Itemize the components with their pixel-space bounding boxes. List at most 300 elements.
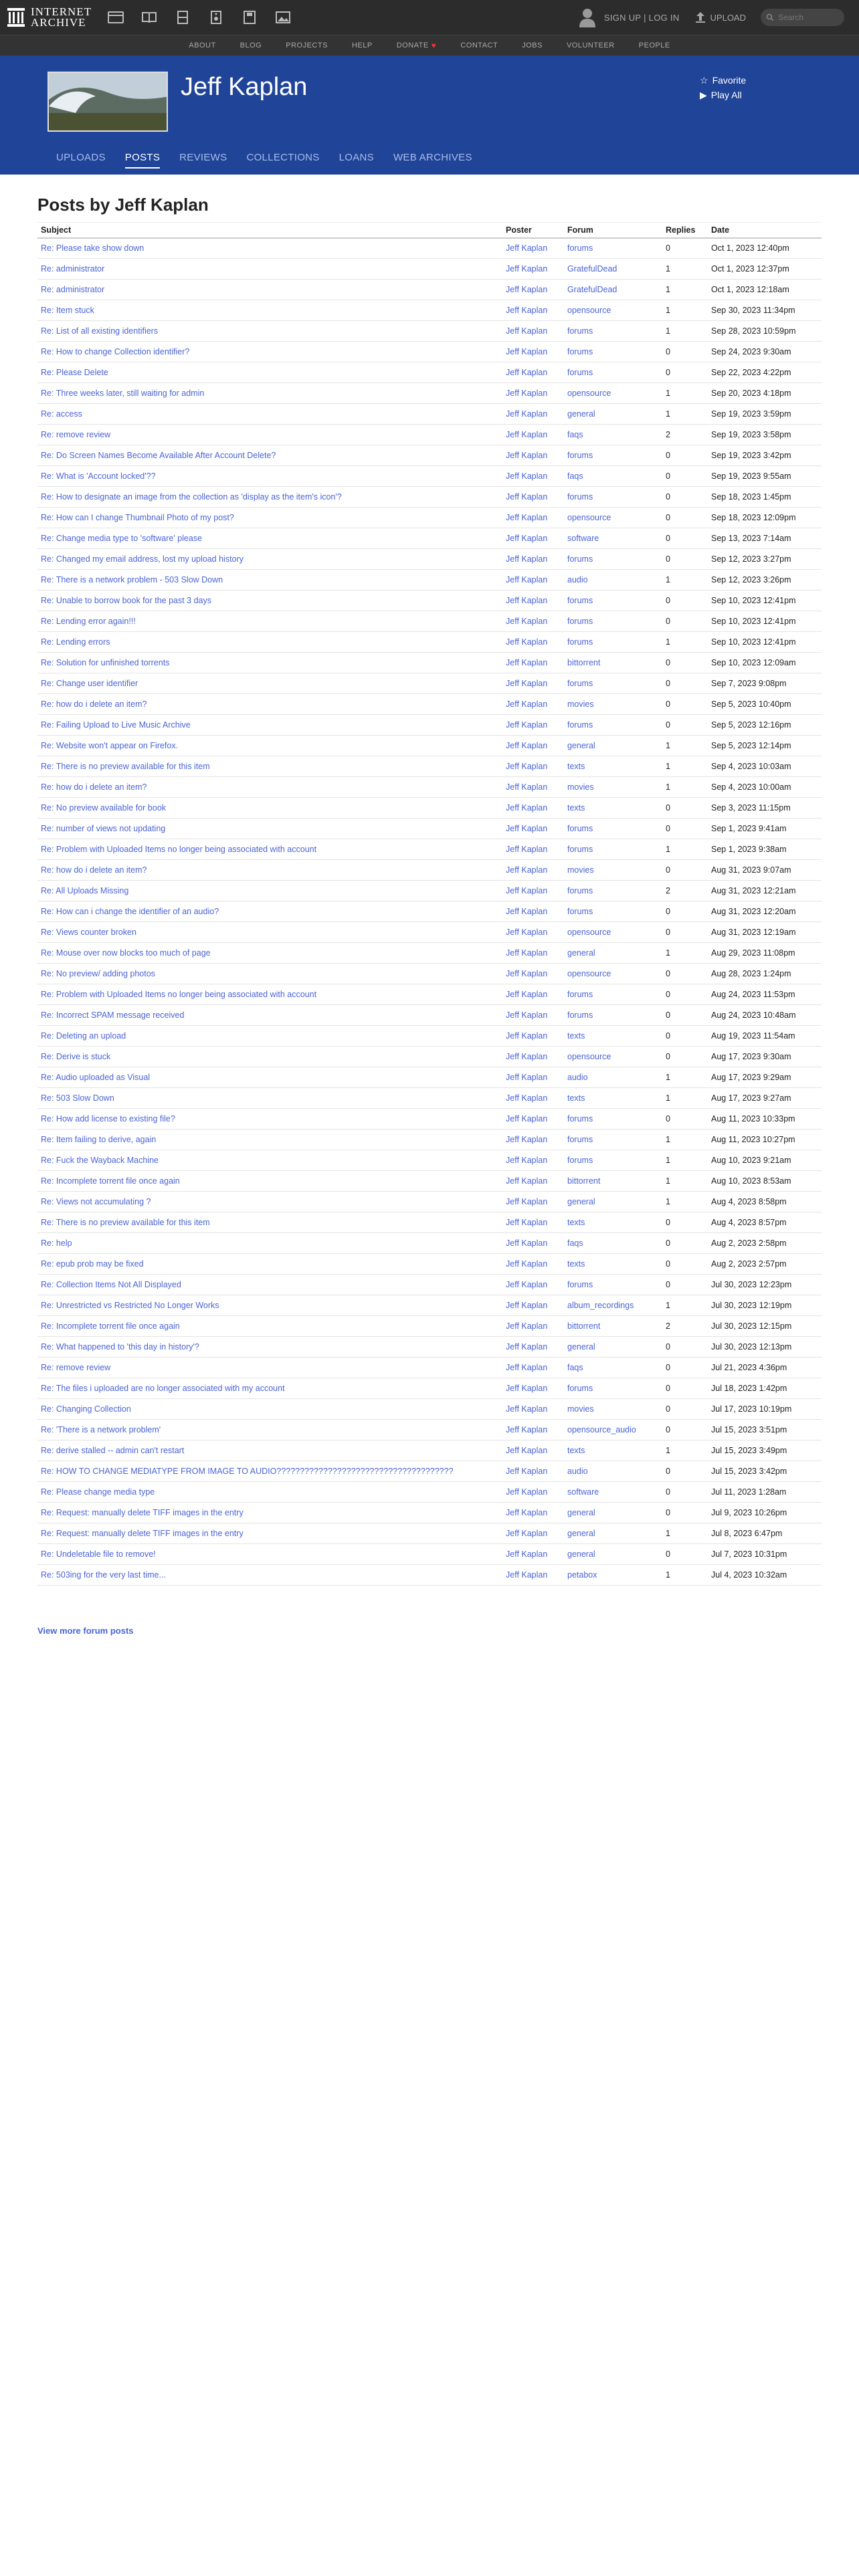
post-subject-link[interactable]: Re: Do Screen Names Become Available After Account Delete?	[41, 451, 276, 460]
post-poster-link[interactable]: Jeff Kaplan	[502, 715, 564, 736]
images-icon[interactable]	[275, 11, 291, 24]
post-poster-link[interactable]: Jeff Kaplan	[502, 1047, 564, 1067]
post-replies-count: 1	[662, 570, 708, 591]
post-subject-cell	[37, 1461, 502, 1482]
post-date: Sep 1, 2023 9:41am	[708, 819, 822, 839]
post-subject-link[interactable]: Re: List of all existing identifiers	[41, 326, 159, 336]
post-subject-link[interactable]: Re: There is no preview available for this item	[41, 1218, 210, 1227]
post-forum-link[interactable]: forums	[564, 238, 662, 259]
post-poster-link[interactable]: Jeff Kaplan	[502, 508, 564, 528]
post-forum-link[interactable]: general	[564, 1503, 662, 1523]
post-date: Sep 1, 2023 9:38am	[708, 839, 822, 860]
post-poster-link[interactable]: Jeff Kaplan	[502, 487, 564, 508]
post-poster-link[interactable]: Jeff Kaplan	[502, 611, 564, 632]
post-poster-link[interactable]: Jeff Kaplan	[502, 1337, 564, 1358]
post-poster-link[interactable]: Jeff Kaplan	[502, 280, 564, 300]
post-forum-link[interactable]: forums	[564, 984, 662, 1005]
post-forum-link[interactable]: GratefulDead	[564, 259, 662, 280]
post-subject-link[interactable]: Re: Item stuck	[41, 306, 94, 315]
post-forum-link[interactable]: album_recordings	[564, 1295, 662, 1316]
tab-collections[interactable]: COLLECTIONS	[246, 152, 320, 163]
post-subject-link[interactable]: Re: There is a network problem - 503 Slow Down	[41, 575, 223, 584]
post-subject-link[interactable]: Re: 503ing for the very last time...	[41, 1570, 166, 1580]
post-poster-link[interactable]: Jeff Kaplan	[502, 984, 564, 1005]
post-forum-link[interactable]: forums	[564, 901, 662, 922]
post-replies-count: 2	[662, 1316, 708, 1337]
post-poster-link[interactable]: Jeff Kaplan	[502, 1109, 564, 1130]
post-subject-link[interactable]: Re: Derive is stuck	[41, 1052, 111, 1061]
post-poster-link[interactable]: Jeff Kaplan	[502, 901, 564, 922]
post-forum-link[interactable]: general	[564, 1192, 662, 1212]
software-icon[interactable]	[242, 11, 258, 24]
post-subject-link[interactable]: Re: Problem with Uploaded Items no longer being associated with account	[41, 990, 317, 999]
post-forum-link[interactable]: movies	[564, 1399, 662, 1420]
star-icon: ☆	[700, 75, 708, 86]
post-forum-link[interactable]: forums	[564, 362, 662, 383]
nav-volunteer[interactable]: VOLUNTEER	[566, 41, 615, 49]
post-subject-link[interactable]: Re: How can i change the identifier of an audio?	[41, 907, 219, 916]
post-poster-link[interactable]: Jeff Kaplan	[502, 1565, 564, 1586]
post-poster-link[interactable]: Jeff Kaplan	[502, 1067, 564, 1088]
post-poster-link[interactable]: Jeff Kaplan	[502, 321, 564, 342]
table-row	[37, 694, 822, 715]
post-forum-link[interactable]: forums	[564, 673, 662, 694]
post-replies-count: 1	[662, 777, 708, 798]
post-poster-link[interactable]: Jeff Kaplan	[502, 1171, 564, 1192]
post-poster-link[interactable]: Jeff Kaplan	[502, 466, 564, 487]
post-date: Sep 19, 2023 3:58pm	[708, 425, 822, 445]
post-poster-link[interactable]: Jeff Kaplan	[502, 1358, 564, 1378]
post-forum-link[interactable]: forums	[564, 549, 662, 570]
view-more-forum-posts-link[interactable]: View more forum posts	[37, 1626, 134, 1636]
post-date: Sep 10, 2023 12:41pm	[708, 591, 822, 611]
favorite-button[interactable]	[700, 73, 746, 88]
texts-icon[interactable]	[141, 11, 157, 24]
user-avatar-icon[interactable]	[579, 7, 596, 27]
post-subject-link[interactable]: Re: The files i uploaded are no longer associated with my account	[41, 1384, 285, 1393]
post-subject-link[interactable]: Re: Views counter broken	[41, 928, 136, 937]
post-forum-link[interactable]: forums	[564, 487, 662, 508]
post-subject-cell	[37, 238, 502, 259]
post-poster-link[interactable]: Jeff Kaplan	[502, 1254, 564, 1275]
post-subject-cell	[37, 259, 502, 280]
post-poster-link[interactable]: Jeff Kaplan	[502, 1088, 564, 1109]
audio-icon[interactable]	[208, 11, 224, 24]
post-poster-link[interactable]: Jeff Kaplan	[502, 673, 564, 694]
table-row	[37, 922, 822, 943]
post-forum-link[interactable]: movies	[564, 860, 662, 881]
post-date: Jul 8, 2023 6:47pm	[708, 1523, 822, 1544]
post-subject-link[interactable]: Re: Audio uploaded as Visual	[41, 1073, 151, 1082]
table-row	[37, 280, 822, 300]
post-forum-link[interactable]: forums	[564, 1378, 662, 1399]
post-subject-link[interactable]: Re: derive stalled -- admin can't restart	[41, 1446, 185, 1455]
post-forum-link[interactable]: forums	[564, 1109, 662, 1130]
tab-posts[interactable]: POSTS	[125, 152, 160, 169]
nav-help[interactable]: HELP	[351, 41, 373, 49]
nav-about[interactable]: ABOUT	[189, 41, 216, 49]
post-forum-link[interactable]: bittorrent	[564, 653, 662, 673]
post-forum-link[interactable]: opensource_audio	[564, 1420, 662, 1440]
post-subject-cell	[37, 901, 502, 922]
post-subject-cell	[37, 1523, 502, 1544]
post-subject-link[interactable]: Re: Changed my email address, lost my upload history	[41, 554, 244, 564]
post-subject-link[interactable]: Re: Collection Items Not All Displayed	[41, 1280, 181, 1289]
post-poster-link[interactable]: Jeff Kaplan	[502, 259, 564, 280]
post-subject-link[interactable]: Re: Website won't appear on Firefox.	[41, 741, 179, 750]
post-subject-link[interactable]: Re: How to designate an image from the collection as 'display as the item's icon'?	[41, 492, 342, 502]
post-poster-link[interactable]: Jeff Kaplan	[502, 943, 564, 964]
post-date: Aug 31, 2023 9:07am	[708, 860, 822, 881]
internet-archive-logo[interactable]	[7, 7, 92, 28]
post-subject-link[interactable]: Re: access	[41, 409, 82, 419]
post-forum-link[interactable]: opensource	[564, 383, 662, 404]
post-subject-link[interactable]: Re: Three weeks later, still waiting for admin	[41, 389, 205, 398]
post-poster-link[interactable]: Jeff Kaplan	[502, 1544, 564, 1565]
post-forum-link[interactable]: movies	[564, 777, 662, 798]
post-poster-link[interactable]: Jeff Kaplan	[502, 1378, 564, 1399]
post-forum-link[interactable]: forums	[564, 839, 662, 860]
post-poster-link[interactable]: Jeff Kaplan	[502, 839, 564, 860]
post-forum-link[interactable]: bittorrent	[564, 1171, 662, 1192]
profile-header	[0, 56, 859, 175]
table-row	[37, 653, 822, 673]
post-poster-link[interactable]: Jeff Kaplan	[502, 1316, 564, 1337]
post-subject-link[interactable]: Re: number of views not updating	[41, 824, 166, 833]
post-poster-link[interactable]: Jeff Kaplan	[502, 756, 564, 777]
post-forum-link[interactable]: audio	[564, 1461, 662, 1482]
post-forum-link[interactable]: bittorrent	[564, 1316, 662, 1337]
tab-uploads[interactable]: UPLOADS	[56, 152, 106, 163]
post-subject-link[interactable]: Re: Item failing to derive, again	[41, 1135, 157, 1144]
post-forum-link[interactable]: texts	[564, 1440, 662, 1461]
upload-button[interactable]	[694, 11, 746, 23]
post-forum-link[interactable]: texts	[564, 1026, 662, 1047]
post-forum-link[interactable]: GratefulDead	[564, 280, 662, 300]
post-replies-count: 1	[662, 1192, 708, 1212]
post-date: Oct 1, 2023 12:37pm	[708, 259, 822, 280]
tab-reviews[interactable]: REVIEWS	[179, 152, 227, 163]
archive-building-icon	[7, 7, 25, 27]
post-subject-cell	[37, 860, 502, 881]
post-subject-link[interactable]: Re: Fuck the Wayback Machine	[41, 1156, 159, 1165]
post-poster-link[interactable]: Jeff Kaplan	[502, 1399, 564, 1420]
table-row	[37, 1047, 822, 1067]
post-subject-link[interactable]: Re: how do i delete an item?	[41, 782, 147, 792]
post-poster-link[interactable]: Jeff Kaplan	[502, 1295, 564, 1316]
post-subject-cell	[37, 1233, 502, 1254]
post-subject-cell	[37, 1150, 502, 1171]
column-header-date: Date	[708, 223, 822, 238]
post-subject-link[interactable]: Re: Lending error again!!!	[41, 617, 136, 626]
post-poster-link[interactable]: Jeff Kaplan	[502, 653, 564, 673]
post-subject-cell	[37, 673, 502, 694]
post-forum-link[interactable]: opensource	[564, 1047, 662, 1067]
post-date: Aug 17, 2023 9:27am	[708, 1088, 822, 1109]
search-icon	[766, 13, 774, 21]
post-forum-link[interactable]: forums	[564, 819, 662, 839]
post-poster-link[interactable]: Jeff Kaplan	[502, 425, 564, 445]
profile-avatar	[47, 72, 168, 132]
post-poster-link[interactable]: Jeff Kaplan	[502, 342, 564, 362]
nav-donate[interactable]	[397, 41, 437, 50]
post-forum-link[interactable]: general	[564, 1523, 662, 1544]
post-forum-link[interactable]: texts	[564, 1212, 662, 1233]
post-subject-cell	[37, 425, 502, 445]
post-forum-link[interactable]: forums	[564, 321, 662, 342]
post-subject-link[interactable]: Re: Views not accumulating ?	[41, 1197, 151, 1206]
table-row	[37, 238, 822, 259]
post-poster-link[interactable]: Jeff Kaplan	[502, 777, 564, 798]
post-date: Jul 21, 2023 4:36pm	[708, 1358, 822, 1378]
post-forum-link[interactable]: general	[564, 1337, 662, 1358]
post-subject-link[interactable]: Re: Changing Collection	[41, 1404, 131, 1414]
post-subject-cell	[37, 715, 502, 736]
post-poster-link[interactable]: Jeff Kaplan	[502, 1150, 564, 1171]
post-subject-link[interactable]: Re: Request: manually delete TIFF images in the entry	[41, 1508, 244, 1517]
post-forum-link[interactable]: texts	[564, 798, 662, 819]
post-poster-link[interactable]: Jeff Kaplan	[502, 1192, 564, 1212]
post-poster-link[interactable]: Jeff Kaplan	[502, 632, 564, 653]
table-row	[37, 425, 822, 445]
post-forum-link[interactable]: general	[564, 943, 662, 964]
table-row	[37, 1005, 822, 1026]
post-poster-link[interactable]: Jeff Kaplan	[502, 1026, 564, 1047]
post-subject-link[interactable]: Re: HOW TO CHANGE MEDIATYPE FROM IMAGE TO AUDIO??????????????????????????????????????	[41, 1467, 454, 1476]
post-poster-link[interactable]: Jeff Kaplan	[502, 528, 564, 549]
post-subject-link[interactable]: Re: Change media type to 'software' please	[41, 534, 203, 543]
table-row	[37, 362, 822, 383]
post-date: Aug 17, 2023 9:30am	[708, 1047, 822, 1067]
post-forum-link[interactable]: forums	[564, 611, 662, 632]
post-forum-link[interactable]: software	[564, 1482, 662, 1503]
post-poster-link[interactable]: Jeff Kaplan	[502, 922, 564, 943]
post-subject-cell	[37, 632, 502, 653]
post-forum-link[interactable]: faqs	[564, 1233, 662, 1254]
post-poster-link[interactable]: Jeff Kaplan	[502, 1482, 564, 1503]
post-subject-link[interactable]: Re: What is 'Account locked'??	[41, 471, 156, 481]
post-subject-link[interactable]: Re: Please Delete	[41, 368, 108, 377]
nav-contact[interactable]: CONTACT	[460, 41, 498, 49]
post-date: Aug 31, 2023 12:21am	[708, 881, 822, 901]
post-subject-cell	[37, 1503, 502, 1523]
post-forum-link[interactable]: general	[564, 1544, 662, 1565]
post-date: Jul 15, 2023 3:49pm	[708, 1440, 822, 1461]
post-date: Sep 20, 2023 4:18pm	[708, 383, 822, 404]
post-poster-link[interactable]: Jeff Kaplan	[502, 736, 564, 756]
post-forum-link[interactable]: texts	[564, 1088, 662, 1109]
post-subject-link[interactable]: Re: Unrestricted vs Restricted No Longer Works	[41, 1301, 219, 1310]
post-poster-link[interactable]: Jeff Kaplan	[502, 570, 564, 591]
table-row	[37, 1316, 822, 1337]
post-forum-link[interactable]: opensource	[564, 922, 662, 943]
post-forum-link[interactable]: general	[564, 736, 662, 756]
post-forum-link[interactable]: forums	[564, 1005, 662, 1026]
post-replies-count: 0	[662, 1503, 708, 1523]
web-icon[interactable]	[108, 11, 124, 24]
post-replies-count: 2	[662, 881, 708, 901]
nav-projects[interactable]: PROJECTS	[286, 41, 328, 49]
nav-jobs[interactable]: JOBS	[522, 41, 543, 49]
post-forum-link[interactable]: texts	[564, 1254, 662, 1275]
post-subject-link[interactable]: Re: No preview available for book	[41, 803, 166, 813]
logo-text	[31, 7, 92, 28]
tab-web-archives[interactable]: WEB ARCHIVES	[393, 152, 472, 163]
post-poster-link[interactable]: Jeff Kaplan	[502, 1212, 564, 1233]
table-row	[37, 1088, 822, 1109]
post-forum-link[interactable]: opensource	[564, 964, 662, 984]
post-poster-link[interactable]: Jeff Kaplan	[502, 549, 564, 570]
post-poster-link[interactable]: Jeff Kaplan	[502, 1503, 564, 1523]
play-all-label: Play All	[710, 90, 742, 100]
post-forum-link[interactable]: audio	[564, 570, 662, 591]
post-subject-link[interactable]: Re: remove review	[41, 1363, 111, 1372]
post-subject-cell	[37, 881, 502, 901]
post-forum-link[interactable]: audio	[564, 1067, 662, 1088]
post-replies-count: 2	[662, 425, 708, 445]
post-replies-count: 0	[662, 1212, 708, 1233]
post-forum-link[interactable]: faqs	[564, 425, 662, 445]
post-poster-link[interactable]: Jeff Kaplan	[502, 1275, 564, 1295]
post-subject-link[interactable]: Re: Solution for unfinished torrents	[41, 658, 170, 667]
post-poster-link[interactable]: Jeff Kaplan	[502, 1130, 564, 1150]
post-subject-link[interactable]: Re: Unable to borrow book for the past 3 days	[41, 596, 212, 605]
post-forum-link[interactable]: forums	[564, 715, 662, 736]
post-date: Jul 15, 2023 3:42pm	[708, 1461, 822, 1482]
post-forum-link[interactable]: petabox	[564, 1565, 662, 1586]
post-poster-link[interactable]: Jeff Kaplan	[502, 798, 564, 819]
post-subject-link[interactable]: Re: How to change Collection identifier?	[41, 347, 190, 356]
post-subject-link[interactable]: Re: 503 Slow Down	[41, 1093, 114, 1103]
post-replies-count: 1	[662, 736, 708, 756]
post-subject-link[interactable]: Re: Mouse over now blocks too much of page	[41, 948, 211, 958]
post-replies-count: 0	[662, 1254, 708, 1275]
video-icon[interactable]	[175, 11, 191, 24]
post-forum-link[interactable]: forums	[564, 1150, 662, 1171]
post-replies-count: 0	[662, 653, 708, 673]
post-subject-link[interactable]: Re: Please change media type	[41, 1487, 155, 1497]
post-date: Sep 3, 2023 11:15pm	[708, 798, 822, 819]
post-forum-link[interactable]: faqs	[564, 1358, 662, 1378]
post-forum-link[interactable]: opensource	[564, 300, 662, 321]
post-date: Aug 4, 2023 8:58pm	[708, 1192, 822, 1212]
nav-people[interactable]: PEOPLE	[638, 41, 670, 49]
post-subject-cell	[37, 549, 502, 570]
post-subject-link[interactable]: Re: epub prob may be fixed	[41, 1259, 144, 1269]
post-subject-link[interactable]: Re: administrator	[41, 264, 105, 274]
post-date: Aug 2, 2023 2:57pm	[708, 1254, 822, 1275]
post-subject-link[interactable]: Re: Incorrect SPAM message received	[41, 1010, 185, 1020]
post-subject-link[interactable]: Re: Lending errors	[41, 637, 110, 647]
post-subject-link[interactable]: Re: Deleting an upload	[41, 1031, 126, 1041]
post-subject-link[interactable]: Re: how do i delete an item?	[41, 865, 147, 875]
post-subject-link[interactable]: Re: How can I change Thumbnail Photo of my post?	[41, 513, 234, 522]
post-subject-link[interactable]: Re: How add license to existing file?	[41, 1114, 175, 1123]
post-poster-link[interactable]: Jeff Kaplan	[502, 881, 564, 901]
post-poster-link[interactable]: Jeff Kaplan	[502, 1005, 564, 1026]
post-poster-link[interactable]: Jeff Kaplan	[502, 1420, 564, 1440]
post-forum-link[interactable]: texts	[564, 756, 662, 777]
post-poster-link[interactable]: Jeff Kaplan	[502, 1233, 564, 1254]
post-poster-link[interactable]: Jeff Kaplan	[502, 1440, 564, 1461]
post-subject-link[interactable]: Re: administrator	[41, 285, 105, 294]
post-poster-link[interactable]: Jeff Kaplan	[502, 694, 564, 715]
post-replies-count: 1	[662, 1067, 708, 1088]
post-subject-link[interactable]: Re: Failing Upload to Live Music Archive	[41, 720, 191, 730]
post-subject-link[interactable]: Re: Undeletable file to remove!	[41, 1549, 156, 1559]
favorite-label: Favorite	[712, 75, 747, 86]
post-subject-link[interactable]: Re: how do i delete an item?	[41, 700, 147, 709]
post-forum-link[interactable]: forums	[564, 1275, 662, 1295]
post-poster-link[interactable]: Jeff Kaplan	[502, 819, 564, 839]
post-replies-count: 0	[662, 1399, 708, 1420]
post-poster-link[interactable]: Jeff Kaplan	[502, 445, 564, 466]
post-subject-link[interactable]: Re: 'There is a network problem'	[41, 1425, 161, 1434]
post-subject-link[interactable]: Re: Please take show down	[41, 243, 145, 253]
tab-loans[interactable]: LOANS	[339, 152, 374, 163]
post-forum-link[interactable]: forums	[564, 591, 662, 611]
post-forum-link[interactable]: general	[564, 404, 662, 425]
signup-login-link[interactable]: SIGN UP | LOG IN	[603, 12, 680, 23]
post-replies-count: 1	[662, 1565, 708, 1586]
post-subject-cell	[37, 362, 502, 383]
post-poster-link[interactable]: Jeff Kaplan	[502, 238, 564, 259]
post-poster-link[interactable]: Jeff Kaplan	[502, 860, 564, 881]
post-forum-link[interactable]: software	[564, 528, 662, 549]
post-subject-link[interactable]: Re: What happened to 'this day in history'?	[41, 1342, 199, 1352]
post-poster-link[interactable]: Jeff Kaplan	[502, 300, 564, 321]
post-poster-link[interactable]: Jeff Kaplan	[502, 1461, 564, 1482]
post-forum-link[interactable]: forums	[564, 632, 662, 653]
post-replies-count: 0	[662, 819, 708, 839]
post-replies-count: 1	[662, 1523, 708, 1544]
post-forum-link[interactable]: forums	[564, 1130, 662, 1150]
post-poster-link[interactable]: Jeff Kaplan	[502, 404, 564, 425]
post-subject-cell	[37, 984, 502, 1005]
post-poster-link[interactable]: Jeff Kaplan	[502, 591, 564, 611]
post-forum-link[interactable]: forums	[564, 445, 662, 466]
table-row	[37, 1275, 822, 1295]
post-date: Sep 13, 2023 7:14am	[708, 528, 822, 549]
post-subject-link[interactable]: Re: Incomplete torrent file once again	[41, 1176, 180, 1186]
post-date: Jul 30, 2023 12:19pm	[708, 1295, 822, 1316]
post-poster-link[interactable]: Jeff Kaplan	[502, 1523, 564, 1544]
post-poster-link[interactable]: Jeff Kaplan	[502, 383, 564, 404]
post-subject-link[interactable]: Re: Change user identifier	[41, 679, 138, 688]
post-poster-link[interactable]: Jeff Kaplan	[502, 964, 564, 984]
post-subject-link[interactable]: Re: No preview/ adding photos	[41, 969, 155, 978]
post-subject-link[interactable]: Re: Problem with Uploaded Items no longer being associated with account	[41, 845, 317, 854]
table-row	[37, 1130, 822, 1150]
search-input[interactable]	[761, 9, 844, 26]
post-forum-link[interactable]: forums	[564, 881, 662, 901]
post-subject-link[interactable]: Re: All Uploads Missing	[41, 886, 129, 895]
nav-blog[interactable]: BLOG	[240, 41, 262, 49]
play-all-button[interactable]	[700, 88, 746, 102]
post-subject-link[interactable]: Re: Incomplete torrent file once again	[41, 1321, 180, 1331]
post-forum-link[interactable]: opensource	[564, 508, 662, 528]
post-subject-link[interactable]: Re: Request: manually delete TIFF images in the entry	[41, 1529, 244, 1538]
post-forum-link[interactable]: faqs	[564, 466, 662, 487]
post-subject-link[interactable]: Re: help	[41, 1239, 72, 1248]
post-subject-link[interactable]: Re: remove review	[41, 430, 111, 439]
post-forum-link[interactable]: movies	[564, 694, 662, 715]
logo-line-1: INTERNET	[31, 5, 92, 18]
post-forum-link[interactable]: forums	[564, 342, 662, 362]
post-subject-link[interactable]: Re: There is no preview available for this item	[41, 762, 210, 771]
post-poster-link[interactable]: Jeff Kaplan	[502, 362, 564, 383]
post-subject-cell	[37, 943, 502, 964]
